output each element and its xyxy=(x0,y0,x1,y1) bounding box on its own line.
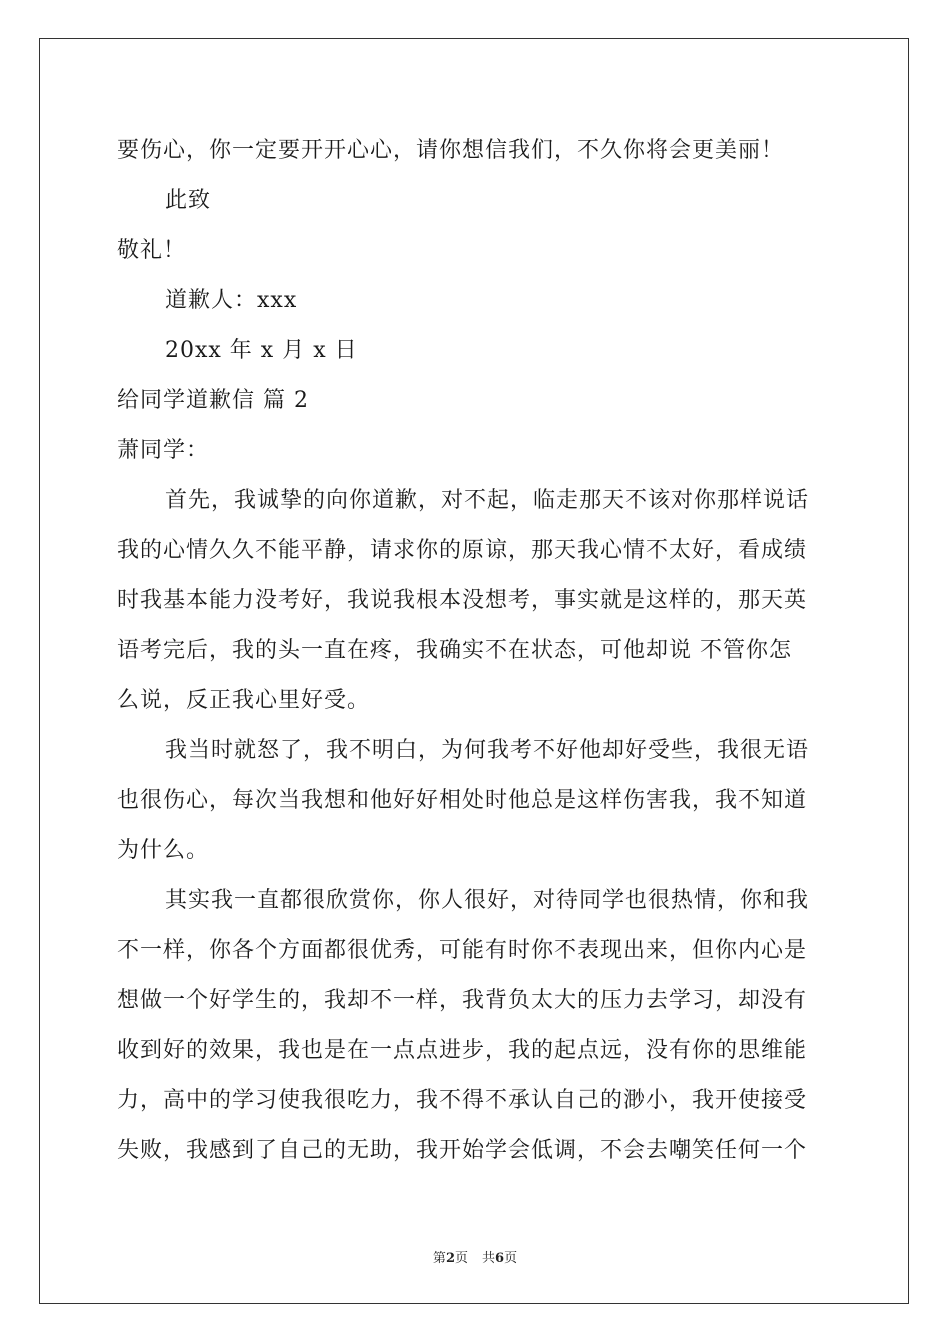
text-line: 时我基本能力没考好，我说我根本没想考，事实就是这样的，那天英 xyxy=(117,588,808,613)
page-footer xyxy=(0,1247,950,1266)
text-line: 也很伤心，每次当我想和他好好相处时他总是这样伤害我，我不知道 xyxy=(117,788,808,813)
closing-regards: 敬礼！ xyxy=(117,238,187,263)
text-line: 力，高中的学习使我很吃力，我不得不承认自己的渺小，我开使接受 xyxy=(117,1088,808,1113)
text-line: 失败，我感到了自己的无助，我开始学会低调，不会去嘲笑任何一个 xyxy=(117,1138,808,1163)
text-line: 其实我一直都很欣赏你，你人很好，对待同学也很热情，你和我 xyxy=(165,888,810,913)
closing-salutation: 此致 xyxy=(165,188,212,213)
text-line: 我当时就怒了，我不明白，为何我考不好他却好受些，我很无语 xyxy=(165,738,810,763)
text-line: 语考完后，我的头一直在疼，我确实不在状态，可他却说 不管你怎 xyxy=(117,638,792,663)
letter-greeting: 萧同学： xyxy=(117,438,210,463)
text-line: 收到好的效果，我也是在一点点进步，我的起点远，没有你的思维能 xyxy=(117,1038,808,1063)
text-line: 想做一个好学生的，我却不一样，我背负太大的压力去学习，却没有 xyxy=(117,988,808,1013)
document-body xyxy=(117,126,837,1176)
signature-date: 20xx 年 x 月 x 日 xyxy=(165,338,358,363)
text-line: 么说，反正我心里好受。 xyxy=(117,688,371,713)
text-line: 为什么。 xyxy=(117,838,210,863)
text-line: 首先，我诚挚的向你道歉，对不起，临走那天不该对你那样说话 xyxy=(165,488,810,513)
signature-name: 道歉人：xxx xyxy=(165,288,298,313)
page-total: 共6页 xyxy=(482,1251,518,1266)
section-heading: 给同学道歉信 篇 2 xyxy=(117,388,309,413)
page-number: 第2页 xyxy=(432,1251,468,1266)
text-line: 要伤心，你一定要开开心心，请你想信我们，不久你将会更美丽！ xyxy=(117,138,785,163)
text-line: 不一样，你各个方面都很优秀，可能有时你不表现出来，但你内心是 xyxy=(117,938,808,963)
text-line: 我的心情久久不能平静，请求你的原谅，那天我心情不太好，看成绩 xyxy=(117,538,808,563)
